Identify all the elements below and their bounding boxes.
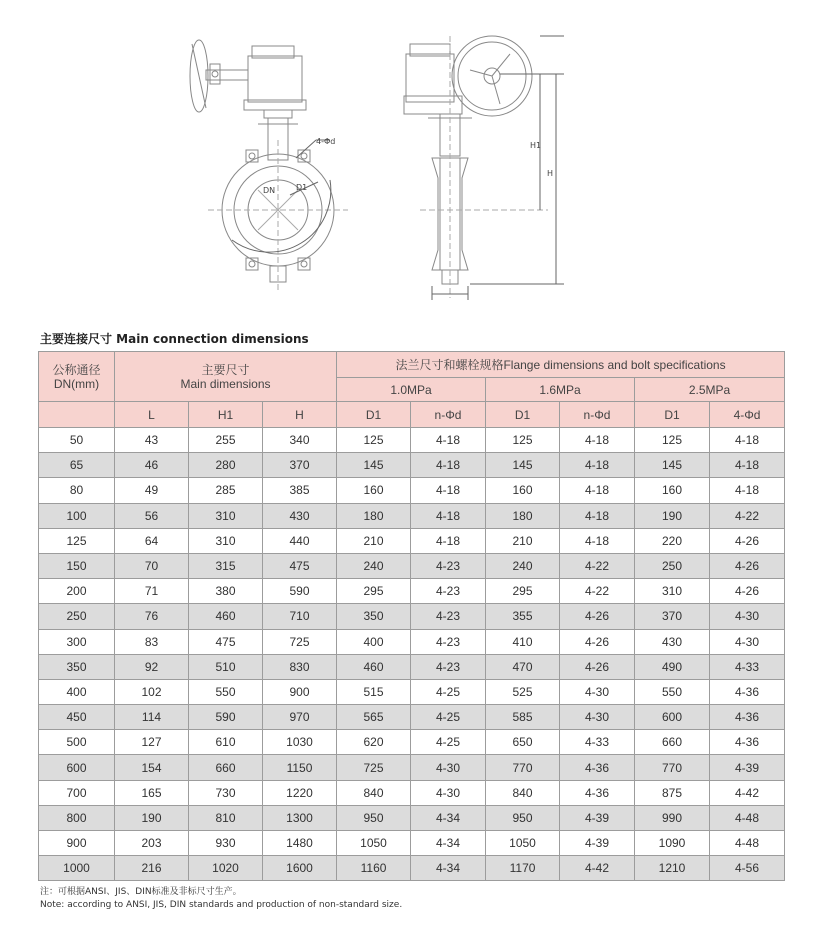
- table-cell: 1050: [486, 831, 560, 856]
- table-cell: 4-36: [710, 679, 785, 704]
- table-cell: 180: [337, 503, 411, 528]
- table-cell: 295: [486, 579, 560, 604]
- table-cell: 460: [189, 604, 263, 629]
- table-cell: 190: [635, 503, 710, 528]
- front-d1-label: D1: [296, 183, 308, 192]
- table-cell: 590: [189, 705, 263, 730]
- table-cell: 154: [115, 755, 189, 780]
- front-view: [190, 40, 348, 290]
- table-cell: 400: [39, 679, 115, 704]
- table-cell: 190: [115, 805, 189, 830]
- table-cell: 410: [486, 629, 560, 654]
- table-cell: 4-42: [710, 780, 785, 805]
- table-row: [39, 805, 785, 830]
- dimensions-table: [38, 351, 785, 881]
- table-cell: 4-26: [710, 579, 785, 604]
- table-cell: 1160: [337, 856, 411, 881]
- table-cell: 80: [39, 478, 115, 503]
- table-cell: 4-22: [560, 553, 635, 578]
- table-cell: 100: [39, 503, 115, 528]
- table-row: [39, 654, 785, 679]
- table-cell: 125: [635, 428, 710, 453]
- table-cell: 440: [263, 528, 337, 553]
- table-cell: 1210: [635, 856, 710, 881]
- table-cell: 600: [635, 705, 710, 730]
- table-cell: 1000: [39, 856, 115, 881]
- table-cell: 515: [337, 679, 411, 704]
- header-col-d1-16: D1: [486, 402, 560, 428]
- table-cell: 460: [337, 654, 411, 679]
- table-cell: 4-48: [710, 805, 785, 830]
- table-cell: 4-36: [560, 755, 635, 780]
- table-cell: 46: [115, 453, 189, 478]
- table-cell: 145: [337, 453, 411, 478]
- table-cell: 295: [337, 579, 411, 604]
- table-cell: 475: [189, 629, 263, 654]
- header-nominal-cn: 公称通径: [52, 362, 101, 377]
- table-cell: 220: [635, 528, 710, 553]
- table-cell: 350: [39, 654, 115, 679]
- table-cell: 4-33: [560, 730, 635, 755]
- table-cell: 4-42: [560, 856, 635, 881]
- table-cell: 4-36: [710, 705, 785, 730]
- table-cell: 585: [486, 705, 560, 730]
- table-cell: 145: [486, 453, 560, 478]
- table-cell: 475: [263, 553, 337, 578]
- table-cell: 4-39: [560, 805, 635, 830]
- table-cell: 4-22: [560, 579, 635, 604]
- table-cell: 4-30: [560, 679, 635, 704]
- table-cell: 620: [337, 730, 411, 755]
- table-cell: 660: [189, 755, 263, 780]
- table-cell: 490: [635, 654, 710, 679]
- table-cell: 4-18: [710, 453, 785, 478]
- section-title: 主要连接尺寸 Main connection dimensions: [40, 332, 309, 346]
- table-row: [39, 705, 785, 730]
- table-cell: 160: [337, 478, 411, 503]
- table-cell: 1220: [263, 780, 337, 805]
- table-cell: 1020: [189, 856, 263, 881]
- header-main-dimensions: [115, 352, 337, 402]
- table-cell: 4-33: [710, 654, 785, 679]
- table-cell: 102: [115, 679, 189, 704]
- table-cell: 4-26: [560, 629, 635, 654]
- table-cell: 160: [635, 478, 710, 503]
- table-cell: 1170: [486, 856, 560, 881]
- table-row: [39, 579, 785, 604]
- table-cell: 255: [189, 428, 263, 453]
- table-cell: 180: [486, 503, 560, 528]
- front-gearbox: [248, 56, 302, 102]
- table-cell: 145: [635, 453, 710, 478]
- table-cell: 4-25: [411, 730, 486, 755]
- table-row: [39, 428, 785, 453]
- table-row: [39, 730, 785, 755]
- table-cell: 430: [635, 629, 710, 654]
- table-cell: 1150: [263, 755, 337, 780]
- table-cell: 114: [115, 705, 189, 730]
- table-cell: 370: [635, 604, 710, 629]
- table-cell: 4-26: [560, 604, 635, 629]
- table-cell: 70: [115, 553, 189, 578]
- table-cell: 125: [337, 428, 411, 453]
- table-cell: 660: [635, 730, 710, 755]
- dn-label: DN: [263, 186, 276, 195]
- footnote-en: Note: according to ANSI, JIS, DIN standards and production of non-standard size.: [40, 900, 403, 910]
- table-cell: 125: [486, 428, 560, 453]
- table-cell: 4-18: [560, 453, 635, 478]
- header-main-en: Main dimensions: [180, 376, 271, 391]
- table-cell: 600: [39, 755, 115, 780]
- table-cell: 500: [39, 730, 115, 755]
- header-col-d1-10: D1: [337, 402, 411, 428]
- bolt-spec-label: 4-Φd: [316, 137, 336, 146]
- table-cell: 725: [263, 629, 337, 654]
- table-cell: 4-34: [411, 805, 486, 830]
- header-col-h: H: [263, 402, 337, 428]
- table-row: [39, 478, 785, 503]
- table-cell: 355: [486, 604, 560, 629]
- header-pressure-1-0: 1.0MPa: [337, 378, 486, 402]
- table-cell: 83: [115, 629, 189, 654]
- table-cell: 4-26: [710, 528, 785, 553]
- header-col-bolts-10: n-Φd: [411, 402, 486, 428]
- table-cell: 4-30: [560, 705, 635, 730]
- table-cell: 930: [189, 831, 263, 856]
- table-cell: 990: [635, 805, 710, 830]
- header-col-d1-25: D1: [635, 402, 710, 428]
- table-row: [39, 755, 785, 780]
- table-cell: 4-18: [411, 528, 486, 553]
- table-cell: 525: [486, 679, 560, 704]
- table-cell: 4-18: [710, 478, 785, 503]
- table-cell: 250: [39, 604, 115, 629]
- table-cell: 725: [337, 755, 411, 780]
- table-cell: 4-18: [411, 453, 486, 478]
- table-cell: 4-30: [411, 755, 486, 780]
- table-cell: 1600: [263, 856, 337, 881]
- table-cell: 900: [263, 679, 337, 704]
- table-cell: 770: [486, 755, 560, 780]
- table-cell: 4-30: [411, 780, 486, 805]
- side-view: [404, 36, 564, 300]
- table-cell: 280: [189, 453, 263, 478]
- table-cell: 810: [189, 805, 263, 830]
- table-cell: 710: [263, 604, 337, 629]
- table-cell: 210: [337, 528, 411, 553]
- table-cell: 4-30: [710, 629, 785, 654]
- table-cell: 4-18: [560, 528, 635, 553]
- table-cell: 4-23: [411, 553, 486, 578]
- table-cell: 610: [189, 730, 263, 755]
- header-nominal-en: DN(mm): [53, 376, 100, 391]
- table-cell: 950: [486, 805, 560, 830]
- table-row: [39, 831, 785, 856]
- table-cell: 470: [486, 654, 560, 679]
- table-cell: 4-39: [560, 831, 635, 856]
- table-cell: 590: [263, 579, 337, 604]
- table-cell: 4-18: [411, 503, 486, 528]
- table-cell: 49: [115, 478, 189, 503]
- table-cell: 700: [39, 780, 115, 805]
- table-cell: 310: [189, 528, 263, 553]
- table-cell: 385: [263, 478, 337, 503]
- table-cell: 1090: [635, 831, 710, 856]
- table-cell: 950: [337, 805, 411, 830]
- table-row: [39, 553, 785, 578]
- table-cell: 4-25: [411, 679, 486, 704]
- footnote: [40, 886, 402, 912]
- table-cell: 4-30: [710, 604, 785, 629]
- table-cell: 840: [337, 780, 411, 805]
- table-cell: 730: [189, 780, 263, 805]
- table-cell: 125: [39, 528, 115, 553]
- table-cell: 240: [337, 553, 411, 578]
- table-cell: 565: [337, 705, 411, 730]
- table-cell: 900: [39, 831, 115, 856]
- table-cell: 4-36: [560, 780, 635, 805]
- table-cell: 150: [39, 553, 115, 578]
- table-cell: 4-23: [411, 654, 486, 679]
- table-cell: 875: [635, 780, 710, 805]
- table-cell: 400: [337, 629, 411, 654]
- h1-label: H1: [530, 141, 542, 150]
- table-cell: 165: [115, 780, 189, 805]
- table-cell: 510: [189, 654, 263, 679]
- header-main-cn: 主要尺寸: [201, 362, 250, 377]
- table-cell: 4-22: [710, 503, 785, 528]
- table-cell: 970: [263, 705, 337, 730]
- table-row: [39, 503, 785, 528]
- table-cell: 285: [189, 478, 263, 503]
- table-cell: 4-18: [411, 428, 486, 453]
- table-cell: 4-26: [710, 553, 785, 578]
- table-cell: 4-34: [411, 831, 486, 856]
- header-col-h1: H1: [189, 402, 263, 428]
- table-row: [39, 604, 785, 629]
- table-cell: 370: [263, 453, 337, 478]
- table-row: [39, 679, 785, 704]
- table-cell: 1030: [263, 730, 337, 755]
- header-col-bolts-16: n-Φd: [560, 402, 635, 428]
- header-pressure-2-5: 2.5MPa: [635, 378, 785, 402]
- table-cell: 300: [39, 629, 115, 654]
- table-cell: 71: [115, 579, 189, 604]
- table-cell: 4-39: [710, 755, 785, 780]
- header-col-l: L: [115, 402, 189, 428]
- table-row: [39, 856, 785, 881]
- table-row: [39, 780, 785, 805]
- header-flange-dimensions: 法兰尺寸和螺栓规格Flange dimensions and bolt specifications: [337, 352, 785, 378]
- table-cell: 160: [486, 478, 560, 503]
- table-cell: 127: [115, 730, 189, 755]
- table-cell: 650: [486, 730, 560, 755]
- table-row: [39, 629, 785, 654]
- table-cell: 4-34: [411, 856, 486, 881]
- valve-drawing-svg: [0, 0, 818, 320]
- table-cell: 210: [486, 528, 560, 553]
- table-cell: 4-23: [411, 604, 486, 629]
- table-cell: 250: [635, 553, 710, 578]
- header-nominal-diameter: [39, 352, 115, 402]
- valve-technical-drawing: [0, 0, 818, 320]
- table-cell: 550: [189, 679, 263, 704]
- table-cell: 310: [189, 503, 263, 528]
- footnote-cn: 注：可根据ANSI、JIS、DIN标准及非标尺寸生产。: [40, 887, 242, 897]
- table-cell: 350: [337, 604, 411, 629]
- table-cell: 4-23: [411, 579, 486, 604]
- table-cell: 4-18: [560, 503, 635, 528]
- side-gearbox: [406, 54, 454, 102]
- table-cell: 380: [189, 579, 263, 604]
- table-cell: 200: [39, 579, 115, 604]
- table-cell: 315: [189, 553, 263, 578]
- table-cell: 92: [115, 654, 189, 679]
- table-cell: 216: [115, 856, 189, 881]
- table-cell: 4-48: [710, 831, 785, 856]
- table-cell: 203: [115, 831, 189, 856]
- table-cell: 450: [39, 705, 115, 730]
- table-row: [39, 453, 785, 478]
- table-body: [39, 428, 785, 881]
- table-cell: 4-23: [411, 629, 486, 654]
- table-cell: 64: [115, 528, 189, 553]
- table-cell: 240: [486, 553, 560, 578]
- table-cell: 56: [115, 503, 189, 528]
- table-cell: 1050: [337, 831, 411, 856]
- table-cell: 310: [635, 579, 710, 604]
- table-cell: 65: [39, 453, 115, 478]
- table-cell: 4-18: [560, 428, 635, 453]
- table-cell: 340: [263, 428, 337, 453]
- table-cell: 43: [115, 428, 189, 453]
- table-cell: 840: [486, 780, 560, 805]
- table-cell: 770: [635, 755, 710, 780]
- table-cell: 4-25: [411, 705, 486, 730]
- table-cell: 4-18: [710, 428, 785, 453]
- table-cell: 430: [263, 503, 337, 528]
- table-cell: 800: [39, 805, 115, 830]
- table-cell: 550: [635, 679, 710, 704]
- table-cell: 4-56: [710, 856, 785, 881]
- table-cell: 830: [263, 654, 337, 679]
- table-cell: 4-18: [560, 478, 635, 503]
- h-label: H: [547, 169, 554, 178]
- table-cell: 4-36: [710, 730, 785, 755]
- table-cell: 4-18: [411, 478, 486, 503]
- table-cell: 76: [115, 604, 189, 629]
- table-cell: 4-26: [560, 654, 635, 679]
- header-col-bolts-25: 4-Φd: [710, 402, 785, 428]
- table-cell: 50: [39, 428, 115, 453]
- header-blank: [39, 402, 115, 428]
- header-pressure-1-6: 1.6MPa: [486, 378, 635, 402]
- table-cell: 1300: [263, 805, 337, 830]
- table-row: [39, 528, 785, 553]
- table-cell: 1480: [263, 831, 337, 856]
